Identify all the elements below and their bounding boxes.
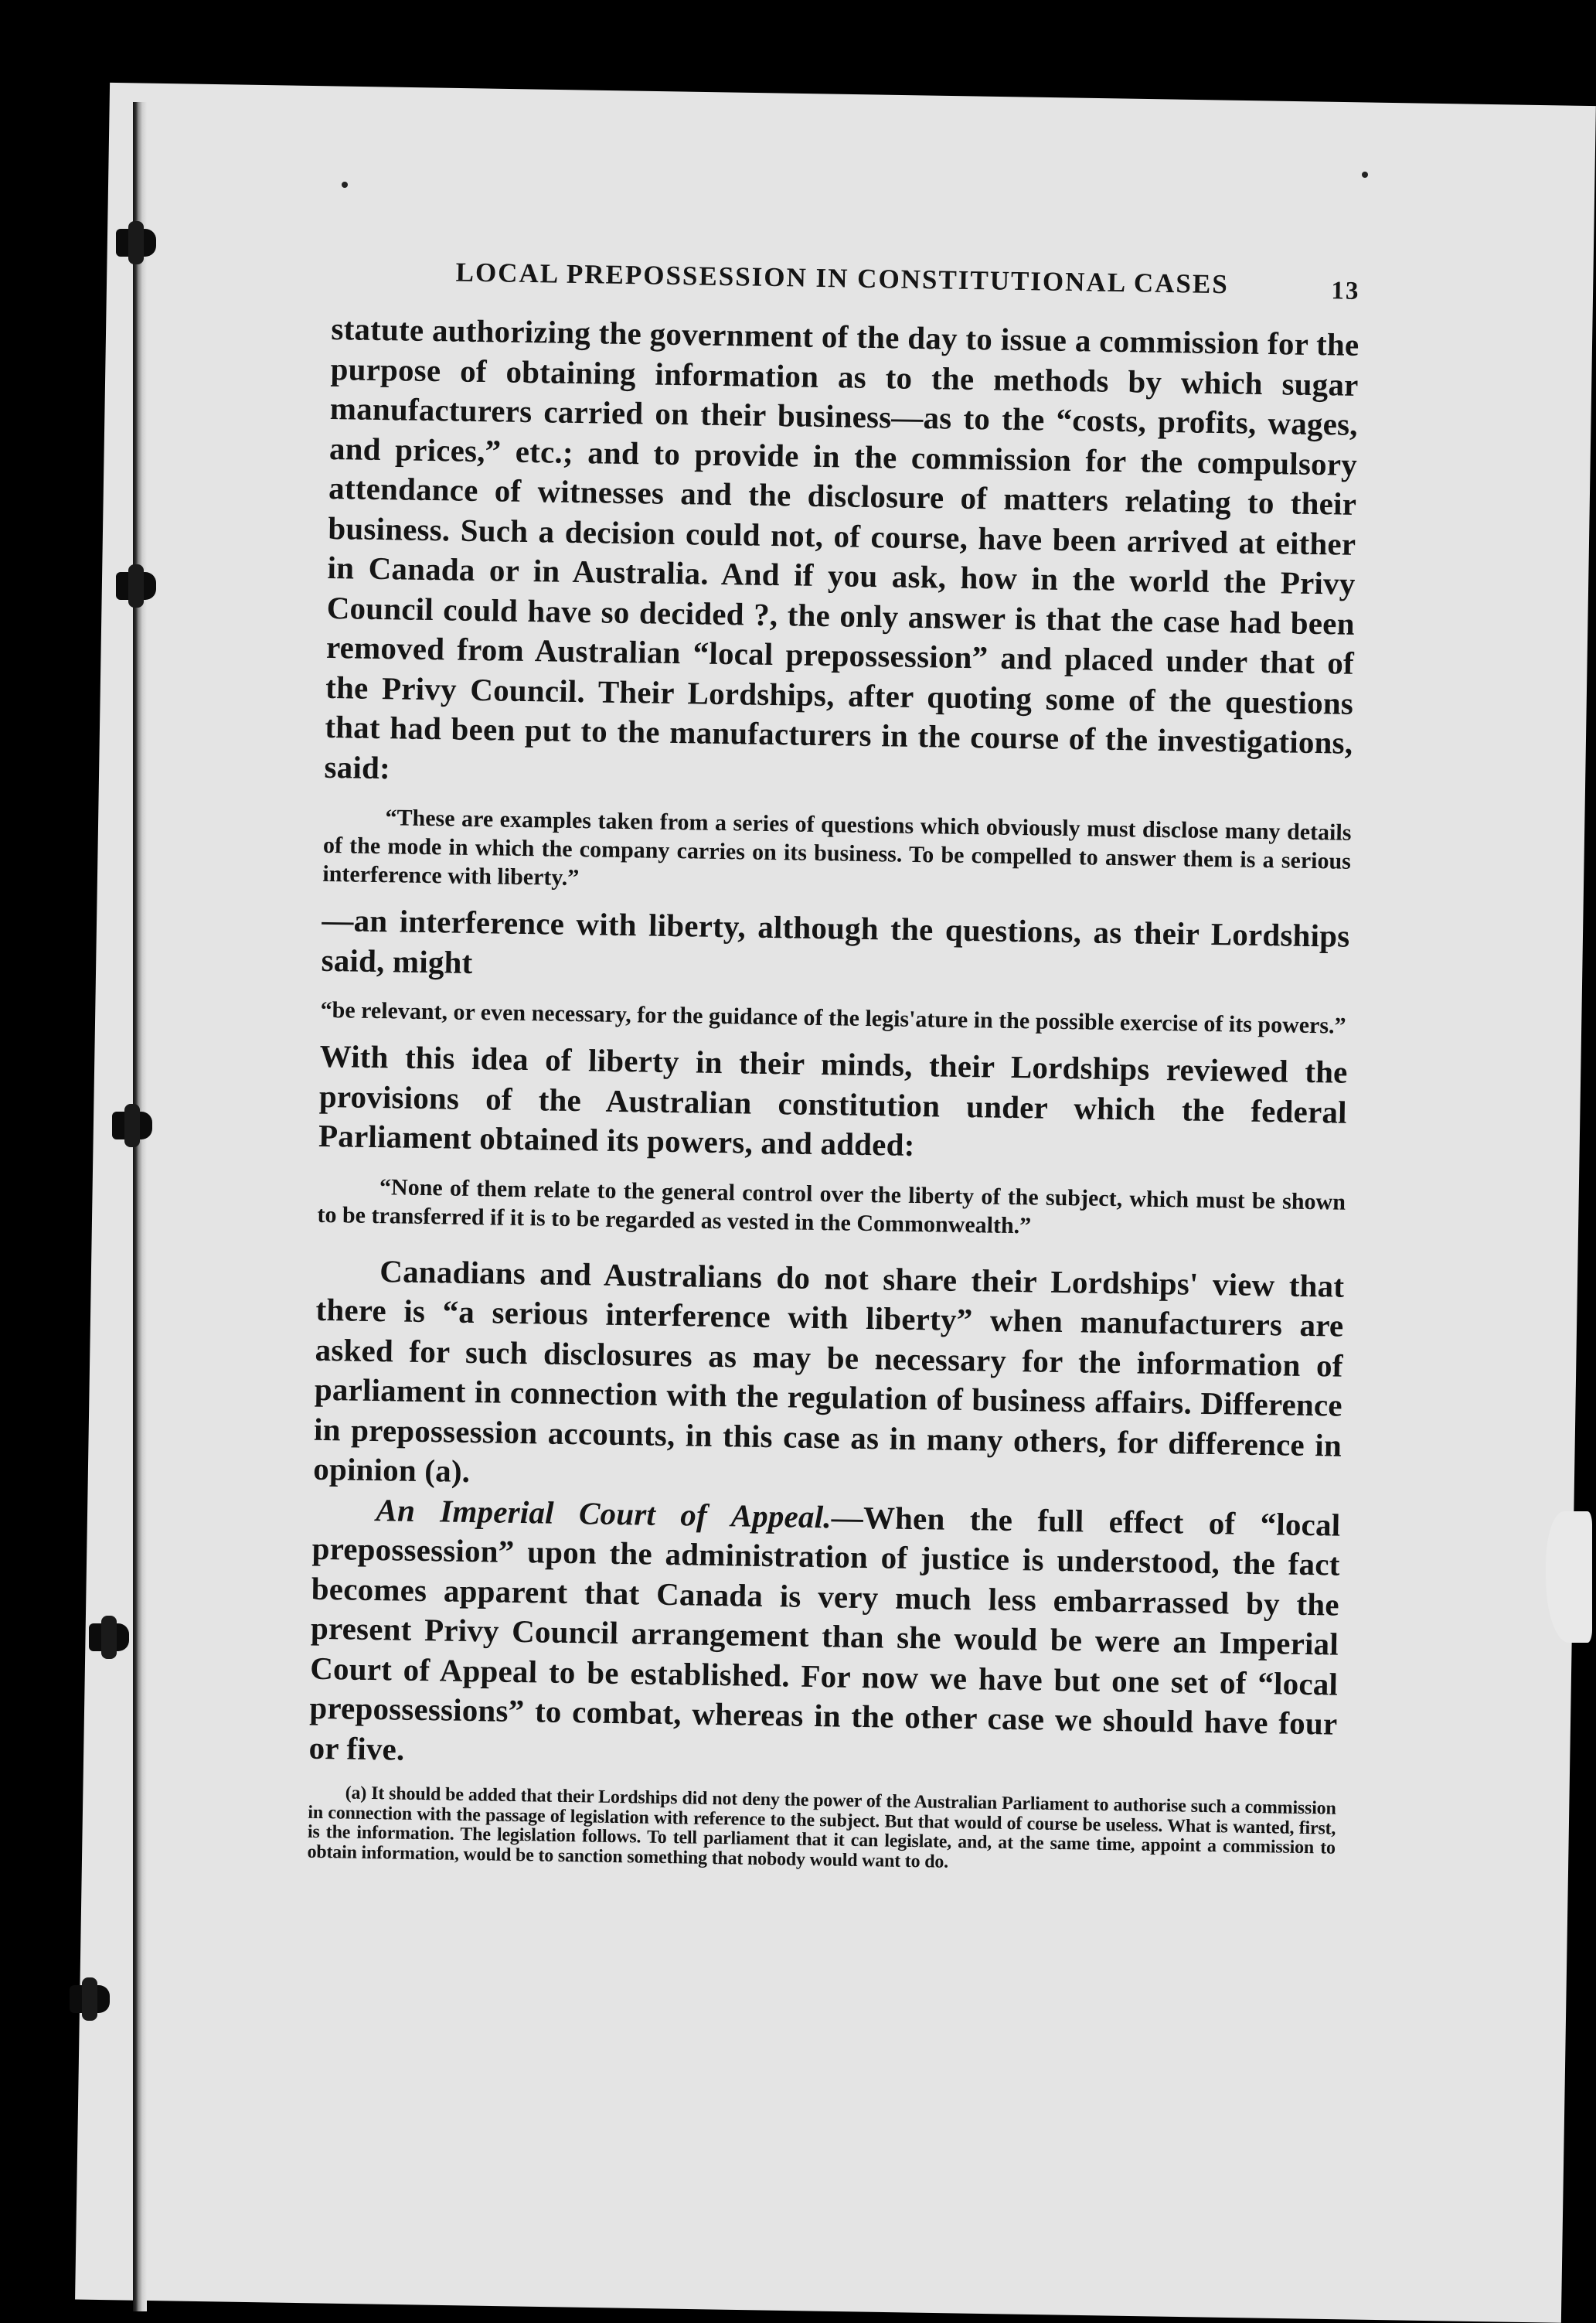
- paragraph-3: With this idea of liberty in their minds, their Lordships reviewed the provisions of the Australian constitution under which the federal Parliament obtained its powers, and added:: [318, 1037, 1348, 1163]
- paragraph-5-text: —When the full effect of “local prepossession” upon the administration of justice is understood, the fact becomes apparent that Canada is very much less embarrassed by the present Privy Council arrangement than she would be were an Imperial Court of Appeal to be established. For now we have but one set of “local prepossessions” to combat, whereas in the other case we should have four or five.: [308, 1498, 1341, 1767]
- binding-tie-icon: [116, 572, 156, 600]
- binding-tie-icon: [116, 229, 156, 257]
- speck-mark: [1362, 172, 1368, 178]
- footnote: (a) It should be added that their Lordships did not deny the power of the Australian Parliament to authorise such a commission in connection with the passage of legislation with reference to the subject. But that would of course be useless. What is wanted, first, is the information. The legislation follows. To tell parliament that it can legislate, and, at the same time, appoint a commission to obtain information, would be to sanction something that nobody would want to do.: [307, 1783, 1336, 1872]
- running-title: LOCAL PREPOSSESSION IN CONSTITUTIONAL CASES: [455, 257, 1230, 300]
- speck-mark: [342, 182, 348, 188]
- paragraph-1: statute authorizing the government of the day to issue a commission for the purpose of obtaining information as to the methods by which sugar manufacturers carried on their business—as to the “costs, profits, wages, and prices,” etc.; and to provide in the commission for the compulsory attendance of witnesses and the disclosure of matters relating to their business. Such a decision could not, of course, have been arrived at either in Canada or in Australia. And if you ask, how in the world the Privy Council could have so decided ?, the only answer is that the case had been removed from Australian “local prepossession” and placed under that of the Privy Council. Their Lordships, after quoting some of the questions that had been put to the manufacturers in the course of the investigations, said:: [324, 310, 1359, 785]
- section-sidehead: An Imperial Court of Appeal.: [376, 1491, 832, 1534]
- page-text: [307, 255, 1360, 1897]
- binding-edge: [133, 102, 147, 2311]
- block-quote-1: “These are examples taken from a series of questions which obviously must disclose many details of the mode in which the company carries on its business. To be compelled to answer them is a serious interference with liberty.”: [322, 805, 1352, 891]
- paragraph-4: Canadians and Australians do not share their Lordships' view that there is “a serious interference with liberty” when manufacturers are asked for such disclosures as may be necessary for the information of parliament in connection with the regulation of business affairs. Difference in prepossession accounts, in this case as in many others, for difference in opinion (a).: [312, 1252, 1345, 1489]
- binding-tie-icon: [89, 1623, 129, 1651]
- binding-tie-icon: [112, 1112, 152, 1139]
- paragraph-5: [308, 1489, 1340, 1783]
- paper-tear-mark: [1546, 1511, 1592, 1643]
- paragraph-2: —an interference with liberty, although the questions, as their Lordships said, might: [321, 901, 1350, 980]
- page-number: 13: [1331, 277, 1360, 305]
- binding-tie-icon: [70, 1985, 110, 2013]
- block-quote-3: “None of them relate to the general control over the liberty of the subject, which must be shown to be transferred if it is to be regarded as vested in the Commonwealth.”: [317, 1173, 1346, 1238]
- block-quote-2: “be relevant, or even necessary, for the guidance of the legis'ature in the possible exercise of its powers.”: [320, 996, 1346, 1039]
